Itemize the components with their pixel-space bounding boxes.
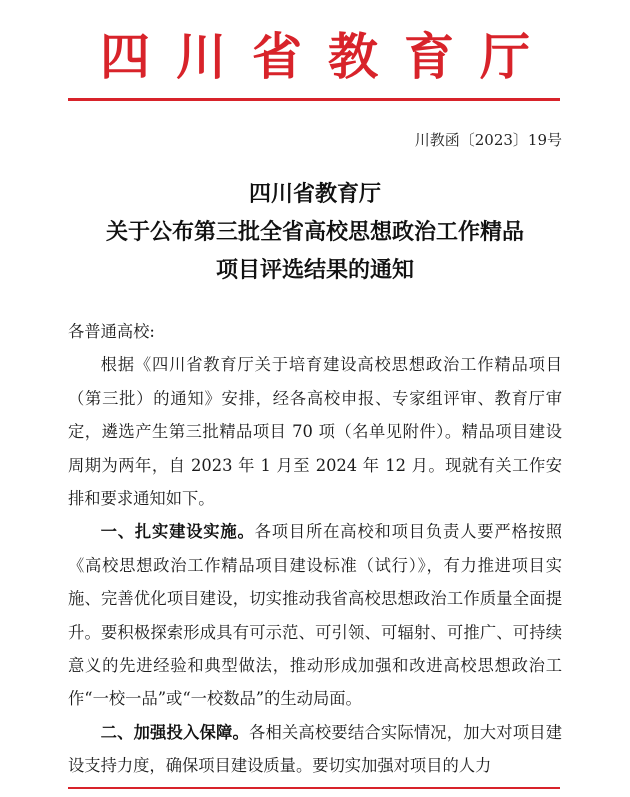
paragraph-section-2 bbox=[68, 716, 562, 783]
masthead-title: 四川省教育厅 bbox=[100, 27, 556, 86]
red-footer-rule bbox=[68, 787, 560, 789]
document-number: 川教函〔2023〕19号 bbox=[414, 131, 562, 149]
title-line-3: 项目评选结果的通知 bbox=[215, 257, 414, 283]
paragraph-text: 各相关高校要结合实际情况，加大对项目建设支持力度，确保项目建设质量。要切实加强对项目的人力 bbox=[68, 722, 562, 776]
notice-title bbox=[0, 175, 630, 289]
title-line-2: 关于公布第三批全省高校思想政治工作精品 bbox=[105, 219, 524, 245]
salutation: 各普通高校: bbox=[68, 322, 155, 341]
paragraph-intro bbox=[68, 348, 562, 515]
paragraph-section-1 bbox=[68, 515, 562, 715]
notice-body bbox=[68, 315, 562, 783]
paragraph-text: 各项目所在高校和项目负责人要严格按照《高校思想政治工作精品项目建设标准（试行）》，有力推进项目实施、完善优化项目建设，切实推动我省高校思想政治工作质量全面提升。要积极探索形成具有可示范、可引领、可辐射、可推广、可持续意义的先进经验和典型做法，推动形成加强和改进高校思想政治工作“一校一品”或“一校数品”的生动局面。 bbox=[68, 522, 562, 709]
paragraph-text: 根据《四川省教育厅关于培育建设高校思想政治工作精品项目（第三批）的通知》安排，经各高校申报、专家组评审、教育厅审定，遴选产生第三批精品项目 70 项（名单见附件）。精品项目建设周期为两年，自 2023 年 1 月至 2024 年 12 月。现就有关工作安排和要求通知如下。 bbox=[68, 355, 562, 509]
title-line-1: 四川省教育厅 bbox=[248, 181, 381, 207]
section-heading-2: 二、加强投入保障。 bbox=[100, 722, 249, 742]
section-heading-1: 一、扎实建设实施。 bbox=[100, 522, 255, 542]
red-header-rule bbox=[68, 98, 560, 101]
